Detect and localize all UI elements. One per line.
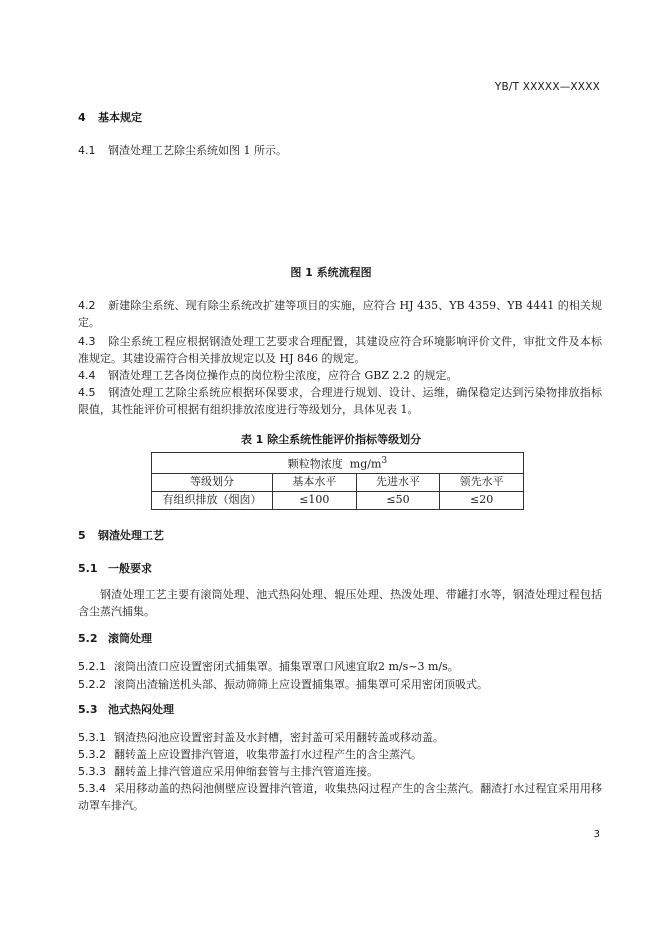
clause-4-1 [78, 142, 602, 159]
table-row [152, 491, 524, 509]
clause-4-4 [78, 367, 602, 384]
section-5-number: 5 [78, 529, 86, 542]
clause-number: 5.3.2 [78, 748, 106, 761]
clause-number: 4.1 [78, 144, 96, 157]
subsection-title: 池式热闷处理 [108, 703, 174, 716]
table-header-cell: 基本水平 [273, 473, 357, 491]
clause-text: 除尘系统工程应根据钢渣处理工艺要求合理配置，其建设应符合环境影响评价文件，审批文件及本标准规定。其建设需符合相关排放规定以及 HJ 846 的规定。 [78, 335, 602, 365]
table-row [152, 453, 524, 474]
subsection-5-2-heading [78, 631, 152, 647]
section-4-heading [78, 110, 142, 126]
table-cell-leading: ≤20 [440, 491, 524, 509]
clause-text: 滚筒出渣口应设置密闭式捕集罩。捕集罩罩口风速宜取2 m/s~3 m/s。 [114, 660, 459, 673]
subsection-number: 5.3 [78, 703, 98, 716]
unit-superscript: 3 [381, 455, 388, 466]
subsection-5-1-heading [78, 561, 152, 577]
clause-number: 4.2 [78, 299, 96, 312]
table-row [152, 473, 524, 491]
clause-5-3-1 [78, 729, 602, 746]
clause-text: 滚筒出渣输送机头部、振动筛筛上应设置捕集罩。捕集罩可采用密闭顶吸式。 [114, 678, 488, 691]
clause-text: 钢渣热闷池应设置密封盖及水封槽，密封盖可采用翻转盖或移动盖。 [114, 731, 444, 744]
clause-text: 钢渣处理工艺除尘系统应根据环保要求，合理进行规划、设计、运维，确保稳定达到污染物排放指标限值，其性能评价可根据有组织排放浓度进行等级划分，具体见表 1。 [78, 386, 602, 416]
clause-number: 5.3.3 [78, 765, 106, 778]
table-header-cell: 等级划分 [152, 473, 273, 491]
table-cell-basic: ≤100 [273, 491, 357, 509]
subsection-title: 一般要求 [108, 562, 152, 575]
table-cell-advanced: ≤50 [356, 491, 440, 509]
document-code-header: YB/T XXXXX—XXXX [494, 81, 600, 93]
clause-5-3-2 [78, 746, 602, 763]
clause-text: 采用移动盖的热闷池侧壁应设置排汽管道，收集热闷过程产生的含尘蒸汽。翻渣打水过程宜采用用移动罩车排汽。 [78, 782, 602, 812]
subsection-5-3-heading [78, 702, 174, 718]
unit-label: mg/m [349, 457, 382, 471]
clause-5-2-2 [78, 676, 602, 693]
section-4-number: 4 [78, 111, 86, 124]
clause-number: 5.3.4 [78, 782, 106, 795]
clause-text: 钢渣处理工艺除尘系统如图 1 所示。 [108, 144, 287, 157]
table-header-cell: 先进水平 [356, 473, 440, 491]
clause-5-3-4 [78, 780, 602, 814]
clause-number: 5.3.1 [78, 731, 106, 744]
clause-4-5 [78, 384, 602, 418]
clause-number: 4.3 [78, 335, 96, 348]
table-1-caption: 表 1 除尘系统性能评价指标等级划分 [240, 433, 422, 446]
performance-grade-table [151, 452, 524, 510]
clause-text: 新建除尘系统、现有除尘系统改扩建等项目的实施，应符合 HJ 435、YB 4359、YB 4441 的相关规定。 [78, 299, 602, 329]
clause-4-3 [78, 333, 602, 367]
subsection-5-1-paragraph: 钢渣处理工艺主要有滚筒处理、池式热闷处理、辊压处理、热泼处理、带罐打水等，钢渣处理过程包括含尘蒸汽捕集。 [78, 588, 602, 618]
clause-number: 4.5 [78, 386, 96, 399]
clause-text: 翻转盖上应设置排汽管道，收集带盖打水过程产生的含尘蒸汽。 [114, 748, 422, 761]
clause-number: 5.2.2 [78, 678, 106, 691]
clause-number: 4.4 [78, 369, 96, 382]
clause-4-2 [78, 297, 602, 331]
table-group-header [152, 453, 524, 474]
section-5-heading [78, 528, 164, 544]
table-header-cell: 领先水平 [440, 473, 524, 491]
page-number: 3 [593, 829, 600, 840]
section-4-title: 基本规定 [98, 111, 142, 124]
subsection-title: 滚筒处理 [108, 632, 152, 645]
subsection-number: 5.2 [78, 632, 98, 645]
subsection-number: 5.1 [78, 562, 98, 575]
clause-5-2-1 [78, 658, 602, 675]
group-header-label: 颗粒物浓度 [287, 457, 343, 471]
clause-number: 5.2.1 [78, 660, 106, 673]
table-cell-row-label: 有组织排放（烟囱） [152, 491, 273, 509]
figure-1-caption: 图 1 系统流程图 [290, 266, 372, 279]
clause-text: 翻转盖上排汽管道应采用伸缩套管与主排汽管道连接。 [114, 765, 378, 778]
clause-text: 钢渣处理工艺各岗位操作点的岗位粉尘浓度，应符合 GBZ 2.2 的规定。 [108, 369, 458, 382]
section-5-title: 钢渣处理工艺 [98, 529, 164, 542]
clause-5-3-3 [78, 763, 602, 780]
